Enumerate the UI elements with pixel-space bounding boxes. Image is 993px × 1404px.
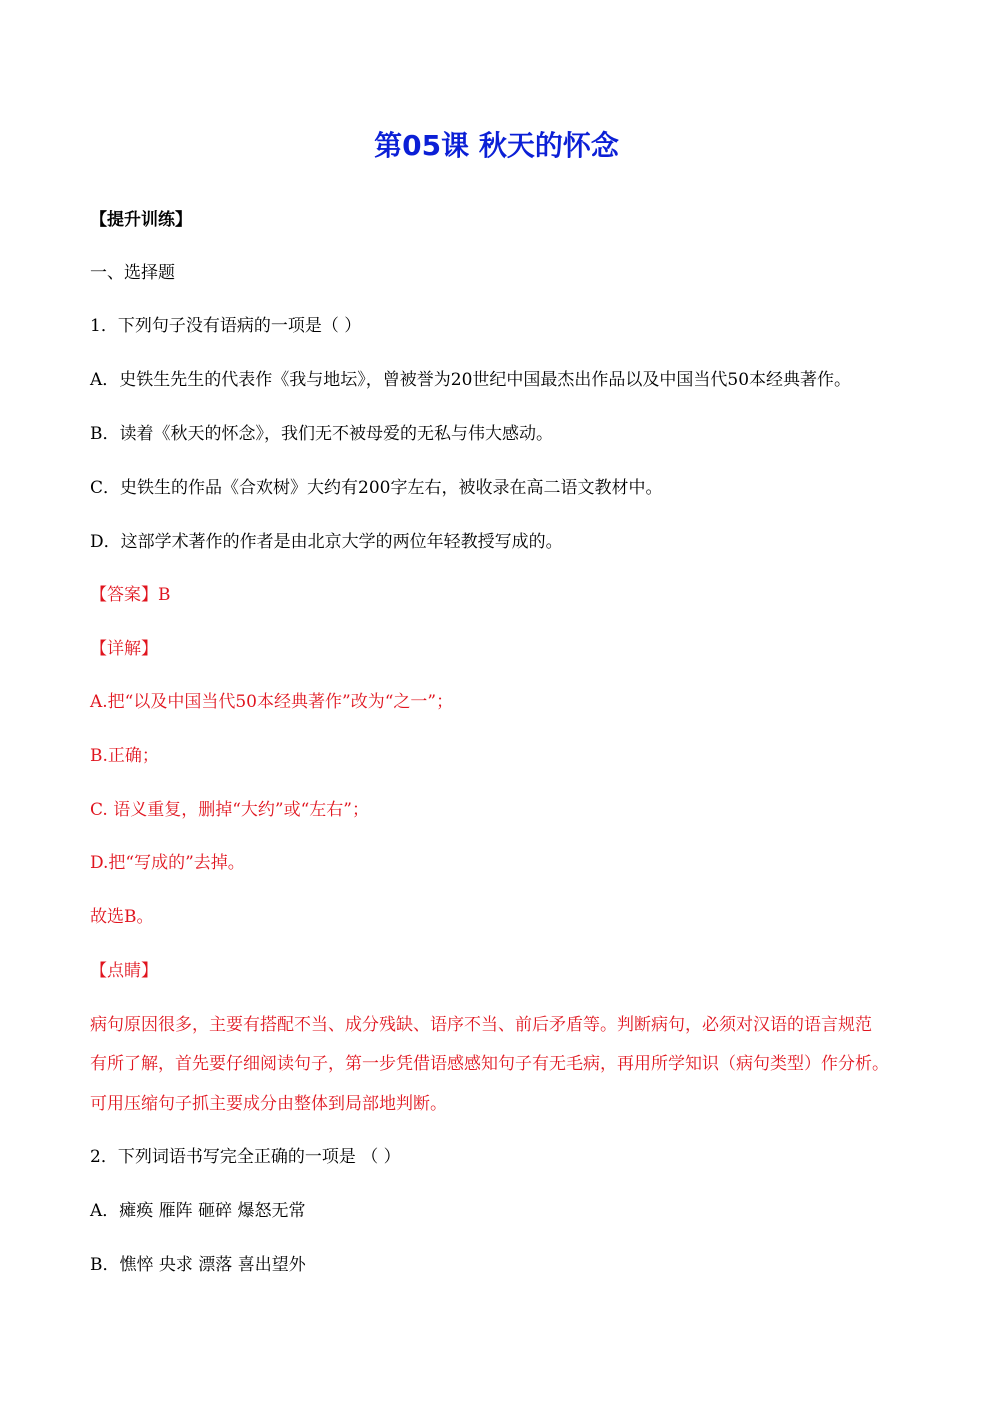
- question-2-stem: 2．下列词语书写完全正确的一项是 （ ）: [90, 1147, 401, 1167]
- question-1-option-d: D．这部学术著作的作者是由北京大学的两位年轻教授写成的。: [90, 532, 563, 552]
- explanation-line-a: A.把“以及中国当代50本经典著作”改为“之一”；: [90, 692, 454, 712]
- tip-line-3: 可用压缩句子抓主要成分由整体到局部地判断。: [90, 1094, 447, 1114]
- tip-line-1: 病句原因很多，主要有搭配不当、成分残缺、语序不当、前后矛盾等。判断病句，必须对汉语的语言规范: [90, 1015, 872, 1035]
- question-1-stem: 1．下列句子没有语病的一项是（ ）: [90, 316, 362, 336]
- tip-label: 【点睛】: [90, 961, 158, 981]
- section-heading: 一、选择题: [90, 263, 175, 283]
- question-1-option-a: A．史铁生先生的代表作《我与地坛》，曾被誉为20世纪中国最杰出作品以及中国当代50本经典著作。: [90, 370, 852, 390]
- question-2-option-a: A．瘫痪 雁阵 砸碎 爆怒无常: [90, 1201, 306, 1221]
- explanation-line-d: D.把“写成的”去掉。: [90, 853, 245, 873]
- question-1-option-c: C．史铁生的作品《合欢树》大约有200字左右，被收录在高二语文教材中。: [90, 478, 663, 498]
- explanation-label: 【详解】: [90, 639, 158, 659]
- section-tag: 【提升训练】: [90, 210, 192, 230]
- explanation-conclusion: 故选B。: [90, 907, 154, 927]
- answer-label: 【答案】B: [90, 585, 171, 605]
- explanation-line-c: C. 语义重复，删掉“大约”或“左右”；: [90, 800, 369, 820]
- tip-line-2: 有所了解，首先要仔细阅读句子，第一步凭借语感感知句子有无毛病，再用所学知识（病句类型）作分析。: [90, 1054, 889, 1074]
- explanation-line-b: B.正确；: [90, 746, 159, 766]
- page-title: 第05课 秋天的怀念: [374, 129, 619, 162]
- question-1-option-b: B．读着《秋天的怀念》，我们无不被母爱的无私与伟大感动。: [90, 424, 553, 444]
- question-2-option-b: B．憔悴 央求 漂落 喜出望外: [90, 1255, 306, 1275]
